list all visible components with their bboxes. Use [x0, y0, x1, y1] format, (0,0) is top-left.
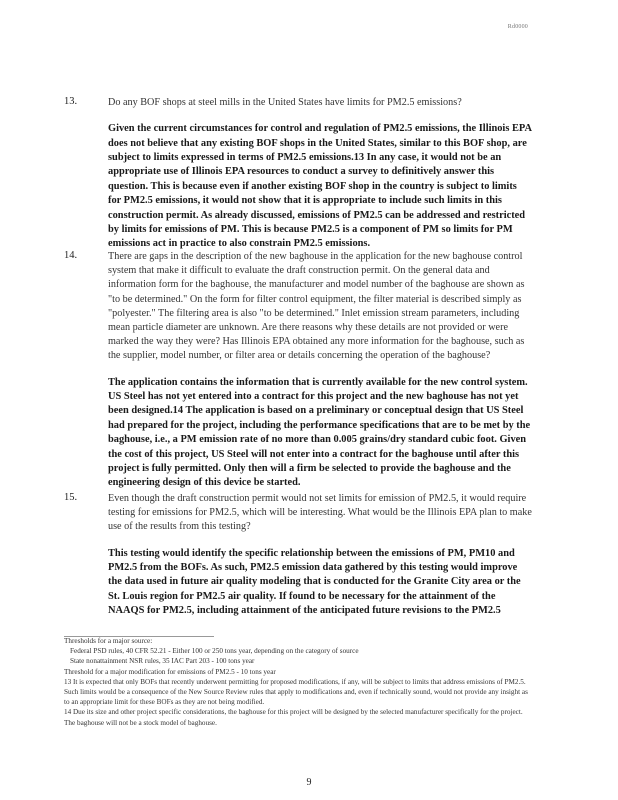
question-text: There are gaps in the description of the new baghouse in the application for the new baghouse control system that make it difficult to evaluate the draft construction permit. On the general data and information form for the baghouse, the manufacturer and model number of the baghouse are shown as "to be determined." On the form for filter control equipment, the filter material is described simply as "polyester." The filtering area is also "to be determined." Inlet emission stream parameters, including mean particle diameter are unknown. Are there reasons why these details are not provided or were marked the way they were? Has Illinois EPA obtained any more information for the baghouse, such as the supplier, model number, or filter area or details concerning the operation of the baghouse? — [108, 251, 525, 362]
item-number: 15. — [64, 492, 78, 503]
question-text: Do any BOF shops at steel mills in the United States have limits for PM2.5 emissions? — [108, 97, 462, 108]
footnote-14: 14 Due its size and other project specific considerations, the baghouse for this project will be designed by the selected manufacturer specifically for the project. The baghouse will not be a stock model of baghouse. — [64, 708, 523, 727]
qa-item-15 — [64, 492, 532, 619]
footnote-line: Thresholds for a major source: — [64, 637, 153, 645]
qa-item-14 — [64, 250, 532, 491]
footnote-13: 13 It is expected that only BOFs that recently underwent permitting for proposed modifications, if any, will be subject to limits that address emissions of PM2.5. Such limits would be a consequence of the New Source Review rules that apply to modifications and, even if technically sound, would not provide any insight as to an appropriate limit for these BOFs as they are not being modified. — [64, 677, 528, 707]
footnote-line: Threshold for a major modification for emissions of PM2.5 - 10 tons year — [64, 667, 276, 676]
footnote-line: Federal PSD rules, 40 CFR 52.21 - Either 100 or 250 tons year, depending on the category of source — [70, 647, 359, 656]
answer-text: The application contains the information that is currently available for the new control system. US Steel has not yet entered into a contract for this project and the new baghouse has not yet been designed.14 The application is based on a preliminary or conceptual design that US Steel had prepared for the project, including the performance specifications that are to be met by the baghouse, i.e., a PM emission rate of no more than 0.005 grains/dry standard cubic foot. Given the cost of this project, US Steel will not enter into a contract for the baghouse until after this project is fully permitted. Only then will a firm be selected to provide the baghouse and the engineering design of this device be started. — [108, 376, 531, 489]
question-text: Even though the draft construction permit would not set limits for emission of PM2.5, it would require testing for emissions for PM2.5, which will be interesting. What would be the Illinois EPA plan to make use of the results from this testing? — [108, 493, 532, 533]
answer-text: Given the current circumstances for control and regulation of PM2.5 emissions, the Illinois EPA does not believe that any existing BOF shops in the United States, similar to this BOF shop, are subject to limits expressed in terms of PM2.5 emissions.13 In any case, it would not be an appropriate use of Illinois EPA resources to conduct a survey to definitively answer this question. This is because even if another existing BOF shop in the country is subject to limits for PM2.5 emissions, it would not show that it is appropriate to include such limits in this construction permit. As already discussed, emissions of PM2.5 can be addressed and restricted by limits for emissions of PM. This is because PM2.5 is a component of PM so limits for PM emissions act in practice to also constrain PM2.5 emissions. — [108, 123, 532, 250]
page-number: 9 — [306, 777, 312, 788]
footnotes — [64, 636, 532, 728]
page-mark: Rd0000 — [507, 24, 528, 30]
footnote-line: State nonattainment NSR rules, 35 IAC Part 203 - 100 tons year — [70, 657, 255, 666]
item-number: 13. — [64, 96, 78, 107]
answer-text: This testing would identify the specific relationship between the emissions of PM, PM10 and PM2.5 from the BOFs. As such, PM2.5 emission data gathered by this testing would improve the data used in future air quality modeling that is conducted for the Granite City area or the St. Louis region for PM2.5 air quality. If found to be necessary for the attainment of the NAAQS for PM2.5, including attainment of the anticipated future revisions to the PM2.5 — [108, 547, 521, 617]
item-number: 14. — [64, 250, 78, 261]
qa-item-13 — [64, 96, 532, 252]
